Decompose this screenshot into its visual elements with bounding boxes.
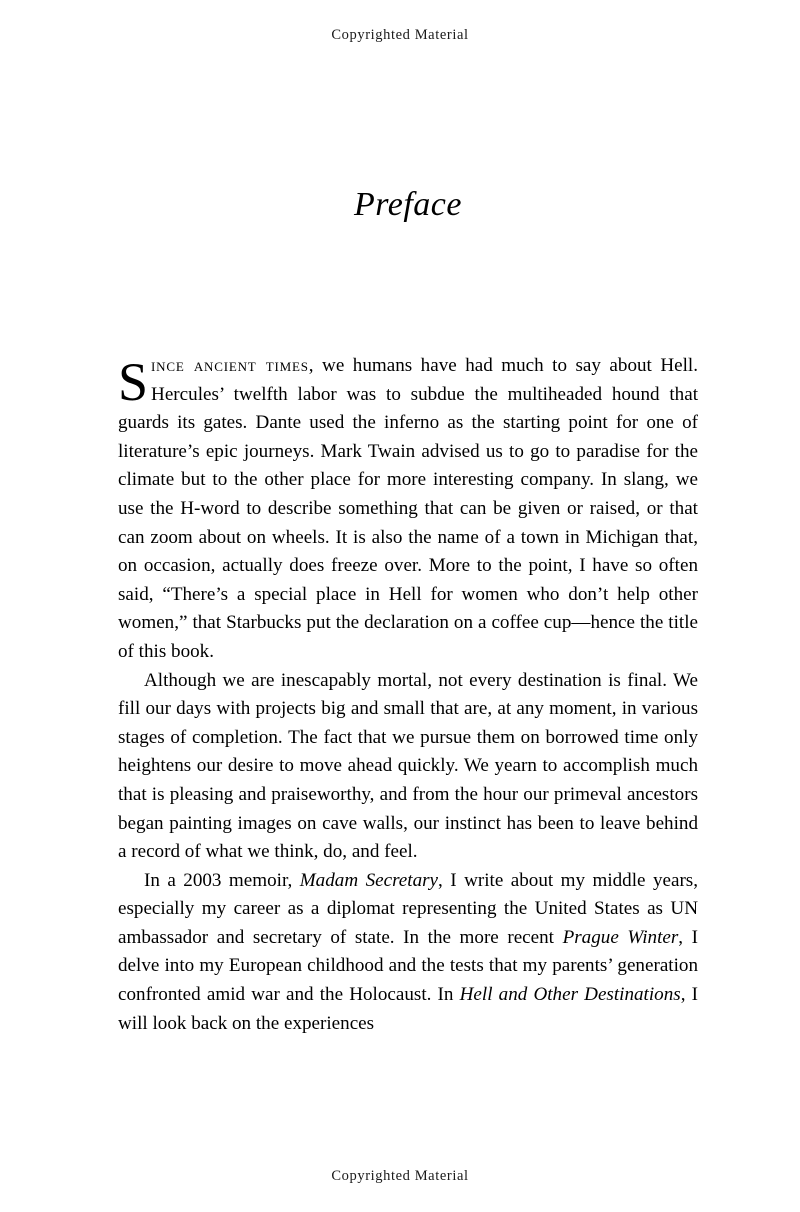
paragraph-3-seg2: , I write about my middle years, especially my career as a diplomat representing the United States as UN ambassador and secretary of state. In the more recent (118, 869, 699, 948)
book-title-madam-secretary: Madam Secretary (299, 869, 439, 891)
page-title: Preface (354, 186, 462, 223)
body-text (118, 352, 698, 1038)
paragraph-2: Although we are inescapably mortal, not every destination is final. We fill our days with projects big and small that are, at any moment, in various stages of completion. The fact that we pursue them on borrowed time only heightens our desire to move ahead quickly. We yearn to accomplish much that is pleasing and praiseworthy, and from the hour our primeval ancestors began painting images on cave walls, our instinct has been to leave behind a record of what we think, do, and feel. (118, 669, 698, 863)
paragraph-1 (118, 352, 698, 667)
opening-small-caps: ince ancient times (151, 355, 309, 376)
book-page (118, 0, 698, 1212)
copyright-watermark-top: Copyrighted Material (331, 27, 469, 43)
paragraph-3-seg4: , I will look back on the experiences (118, 984, 698, 1034)
paragraph-3-seg3: , I delve into my European childhood and the tests that my parents’ generation confronted amid war and the Holocaust. In (118, 926, 698, 1006)
paragraph-3 (118, 867, 698, 1039)
paragraph-1-text: , we humans have had much to say about Hell. Hercules’ twelfth labor was to subdue the multiheaded hound that guards its gates. Dante used the inferno as the starting point for one of literature’s epic journeys. Mark Twain advised us to go to paradise for the climate but to the other place for more interesting company. In slang, we use the H-word to describe something that can be given or raised, or that can zoom about on wheels. It is also the name of a town in Michigan that, on occasion, actually does freeze over. More to the point, I have so often said, “There’s a special place in Hell for women who don’t help other women,” that Starbucks put the declaration on a coffee cup—hence the title of this book. (118, 355, 698, 662)
drop-cap: S (118, 352, 149, 412)
book-title-prague-winter: Prague Winter (562, 926, 679, 948)
book-title-hell-and-other-destinations: Hell and Other Destinations (459, 984, 681, 1006)
copyright-watermark-bottom: Copyrighted Material (331, 1168, 469, 1184)
paragraph-3-seg1: In a 2003 memoir, (144, 869, 300, 891)
